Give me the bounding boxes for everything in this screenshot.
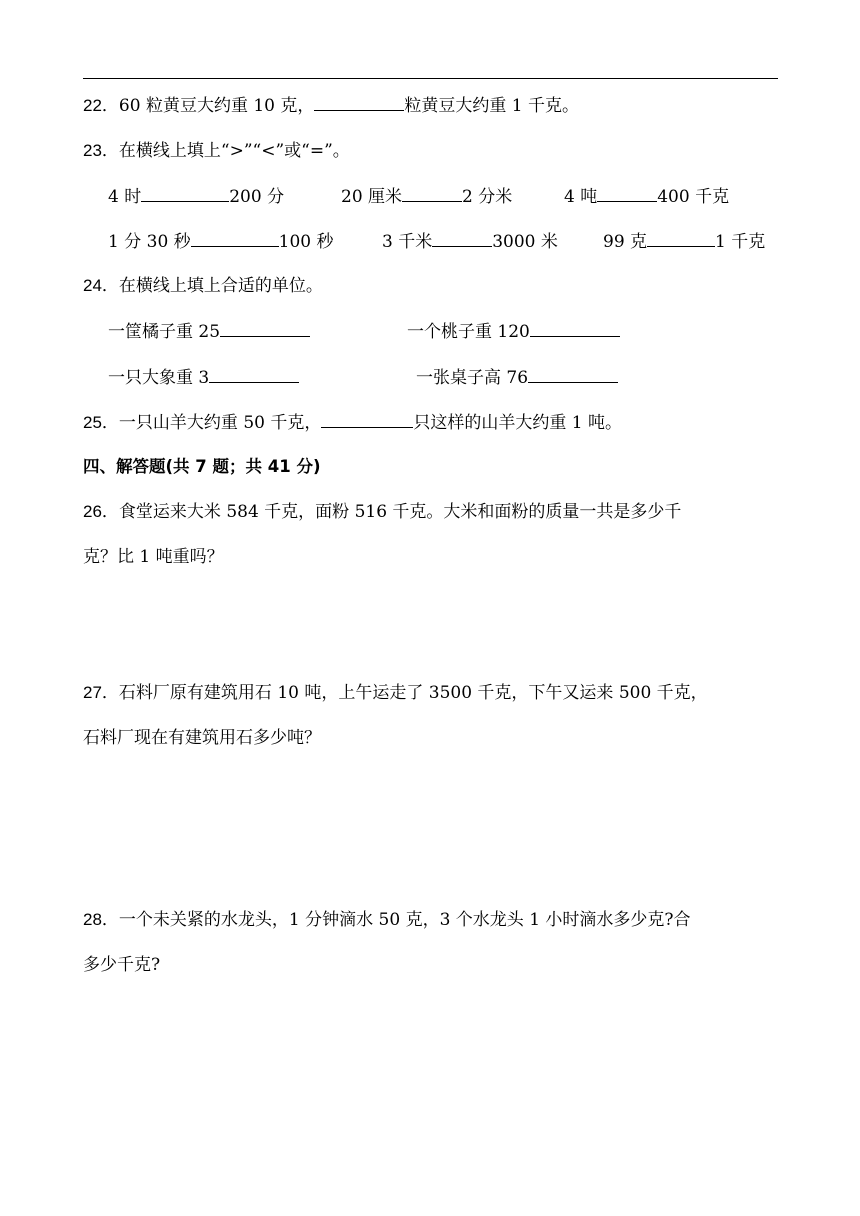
question-23 bbox=[83, 140, 350, 162]
compare-right: 400 千克 bbox=[657, 187, 730, 207]
answer-blank[interactable] bbox=[402, 185, 462, 202]
compare-left: 1 分 30 秒 bbox=[108, 232, 191, 252]
compare-item bbox=[382, 230, 558, 253]
question-text: 一个未关紧的水龙头，1 分钟滴水 50 克，3 个水龙头 1 小时滴水多少克?合 bbox=[118, 910, 691, 930]
compare-right: 1 千克 bbox=[715, 232, 766, 252]
answer-area[interactable] bbox=[83, 993, 778, 1173]
unit-item-text: 一张桌子高 76 bbox=[416, 368, 529, 388]
question-text: 在横线上填上合适的单位。 bbox=[118, 276, 323, 296]
question-24 bbox=[83, 275, 323, 297]
unit-item bbox=[407, 320, 620, 343]
question-number: 27． bbox=[83, 683, 119, 702]
question-number: 23． bbox=[83, 141, 119, 160]
answer-blank[interactable] bbox=[647, 230, 715, 247]
question-text: 只这样的山羊大约重 1 吨。 bbox=[413, 413, 622, 433]
question-number: 22． bbox=[83, 96, 119, 115]
question-27-continued: 石料厂现在有建筑用石多少吨？ bbox=[83, 728, 321, 748]
question-number: 24． bbox=[83, 276, 119, 295]
question-text: 一只山羊大约重 50 千克， bbox=[118, 413, 322, 433]
question-number: 25． bbox=[83, 413, 119, 432]
answer-area[interactable] bbox=[83, 766, 778, 886]
section-heading: 四、解答题(共 7 题；共 41 分) bbox=[83, 457, 321, 476]
answer-blank[interactable] bbox=[220, 320, 310, 337]
top-rule bbox=[83, 78, 778, 79]
compare-left: 4 时 bbox=[108, 187, 142, 207]
compare-left: 99 克 bbox=[603, 232, 648, 252]
compare-item bbox=[108, 230, 334, 253]
unit-item bbox=[108, 320, 310, 343]
compare-left: 3 千米 bbox=[382, 232, 433, 252]
answer-blank[interactable] bbox=[530, 320, 620, 337]
unit-item bbox=[416, 366, 618, 389]
question-text: 60 粒黄豆大约重 10 克， bbox=[118, 96, 315, 116]
compare-left: 4 吨 bbox=[564, 187, 598, 207]
answer-area[interactable] bbox=[83, 585, 778, 675]
compare-right: 2 分米 bbox=[462, 187, 513, 207]
answer-blank[interactable] bbox=[191, 230, 279, 247]
compare-item bbox=[341, 185, 512, 208]
compare-right: 200 分 bbox=[229, 187, 285, 207]
answer-blank[interactable] bbox=[528, 366, 618, 383]
unit-item bbox=[108, 366, 299, 389]
question-number: 28． bbox=[83, 910, 119, 929]
compare-left: 20 厘米 bbox=[341, 187, 403, 207]
compare-item bbox=[603, 230, 765, 253]
answer-blank[interactable] bbox=[597, 185, 657, 202]
unit-item-text: 一筐橘子重 25 bbox=[108, 322, 221, 342]
question-26-continued: 克？比 1 吨重吗？ bbox=[83, 547, 224, 567]
answer-blank[interactable] bbox=[432, 230, 492, 247]
unit-item-text: 一个桃子重 120 bbox=[407, 322, 530, 342]
question-27 bbox=[83, 682, 708, 704]
question-text: 食堂运来大米 584 千克，面粉 516 千克。大米和面粉的质量一共是多少千 bbox=[118, 502, 682, 522]
question-25 bbox=[83, 411, 622, 434]
compare-right: 3000 米 bbox=[492, 232, 558, 252]
question-22 bbox=[83, 94, 579, 117]
question-28 bbox=[83, 909, 691, 931]
answer-blank[interactable] bbox=[314, 94, 404, 111]
question-number: 26． bbox=[83, 502, 119, 521]
question-26 bbox=[83, 501, 681, 523]
compare-item bbox=[108, 185, 284, 208]
answer-blank[interactable] bbox=[321, 411, 413, 428]
answer-blank[interactable] bbox=[141, 185, 229, 202]
answer-blank[interactable] bbox=[209, 366, 299, 383]
compare-right: 100 秒 bbox=[278, 232, 334, 252]
unit-item-text: 一只大象重 3 bbox=[108, 368, 210, 388]
question-text: 石料厂原有建筑用石 10 吨，上午运走了 3500 千克，下午又运来 500 千克， bbox=[118, 683, 708, 703]
compare-item bbox=[564, 185, 729, 208]
question-text: 在横线上填上“>”“<”或“=”。 bbox=[118, 141, 350, 161]
question-28-continued: 多少千克? bbox=[83, 955, 161, 975]
question-text: 粒黄豆大约重 1 千克。 bbox=[404, 96, 580, 116]
